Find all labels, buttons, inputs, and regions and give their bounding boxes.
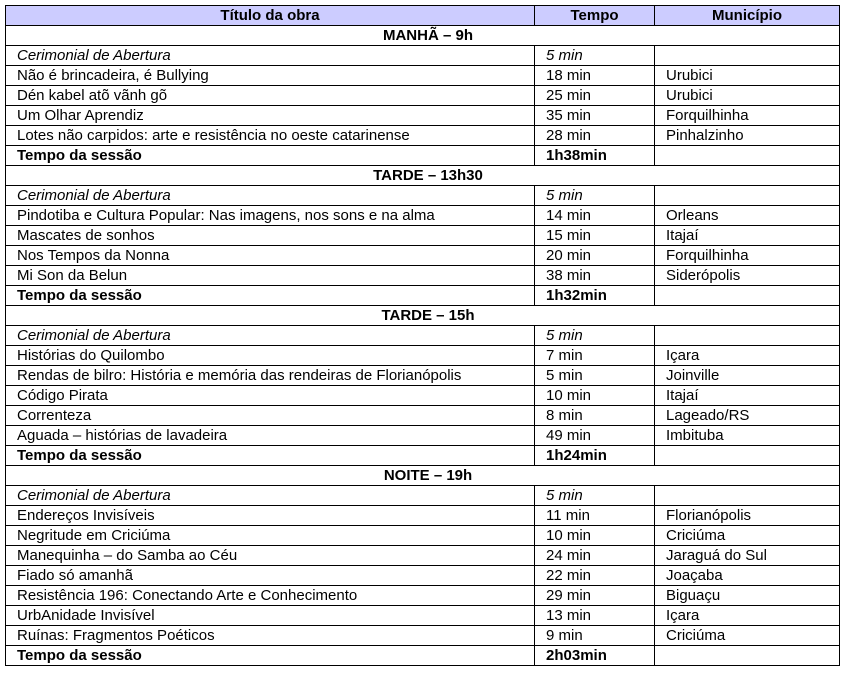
session-heading: TARDE – 15h [6, 306, 840, 326]
film-city: Urubici [655, 86, 840, 106]
header-row [6, 6, 840, 26]
session-heading-row [6, 166, 840, 186]
film-row [6, 586, 840, 606]
session-total-label: Tempo da sessão [6, 286, 535, 306]
film-title: Ruínas: Fragmentos Poéticos [6, 626, 535, 646]
ceremonial-row [6, 186, 840, 206]
film-city: Içara [655, 606, 840, 626]
film-city: Florianópolis [655, 506, 840, 526]
film-title: Histórias do Quilombo [6, 346, 535, 366]
film-title: Código Pirata [6, 386, 535, 406]
film-city: Forquilhinha [655, 106, 840, 126]
film-time: 9 min [535, 626, 655, 646]
session-heading: MANHÃ – 9h [6, 26, 840, 46]
film-city: Itajaí [655, 386, 840, 406]
ceremonial-title: Cerimonial de Abertura [6, 46, 535, 66]
film-city: Itajaí [655, 226, 840, 246]
film-time: 24 min [535, 546, 655, 566]
film-row [6, 546, 840, 566]
session-total-row [6, 446, 840, 466]
film-city: Içara [655, 346, 840, 366]
session-total-time: 1h32min [535, 286, 655, 306]
header-city: Município [655, 6, 840, 26]
session-total-row [6, 286, 840, 306]
film-time: 11 min [535, 506, 655, 526]
film-time: 8 min [535, 406, 655, 426]
film-time: 29 min [535, 586, 655, 606]
film-city: Lageado/RS [655, 406, 840, 426]
session-heading-row [6, 466, 840, 486]
ceremonial-city [655, 186, 840, 206]
film-title: Fiado só amanhã [6, 566, 535, 586]
film-row [6, 206, 840, 226]
ceremonial-time: 5 min [535, 46, 655, 66]
session-total-row [6, 646, 840, 666]
ceremonial-row [6, 46, 840, 66]
session-total-label: Tempo da sessão [6, 146, 535, 166]
film-time: 10 min [535, 386, 655, 406]
film-time: 7 min [535, 346, 655, 366]
film-city: Imbituba [655, 426, 840, 446]
session-total-row [6, 146, 840, 166]
film-row [6, 406, 840, 426]
ceremonial-city [655, 326, 840, 346]
film-time: 25 min [535, 86, 655, 106]
session-heading: NOITE – 19h [6, 466, 840, 486]
film-city: Joaçaba [655, 566, 840, 586]
film-time: 49 min [535, 426, 655, 446]
film-time: 38 min [535, 266, 655, 286]
film-row [6, 626, 840, 646]
film-time: 22 min [535, 566, 655, 586]
film-time: 18 min [535, 66, 655, 86]
session-total-empty [655, 446, 840, 466]
film-title: Aguada – histórias de lavadeira [6, 426, 535, 446]
session-total-time: 1h24min [535, 446, 655, 466]
session-total-time: 2h03min [535, 646, 655, 666]
ceremonial-row [6, 486, 840, 506]
film-city: Siderópolis [655, 266, 840, 286]
film-row [6, 566, 840, 586]
film-time: 35 min [535, 106, 655, 126]
film-row [6, 346, 840, 366]
header-time: Tempo [535, 6, 655, 26]
film-city: Urubici [655, 66, 840, 86]
film-time: 15 min [535, 226, 655, 246]
film-title: Rendas de bilro: História e memória das rendeiras de Florianópolis [6, 366, 535, 386]
session-heading: TARDE – 13h30 [6, 166, 840, 186]
film-row [6, 66, 840, 86]
ceremonial-title: Cerimonial de Abertura [6, 486, 535, 506]
film-time: 5 min [535, 366, 655, 386]
session-heading-row [6, 26, 840, 46]
session-total-label: Tempo da sessão [6, 446, 535, 466]
film-title: Pindotiba e Cultura Popular: Nas imagens, nos sons e na alma [6, 206, 535, 226]
film-title: Não é brincadeira, é Bullying [6, 66, 535, 86]
film-city: Joinville [655, 366, 840, 386]
film-city: Forquilhinha [655, 246, 840, 266]
film-time: 13 min [535, 606, 655, 626]
film-city: Biguaçu [655, 586, 840, 606]
ceremonial-time: 5 min [535, 326, 655, 346]
session-heading-row [6, 306, 840, 326]
film-row [6, 386, 840, 406]
schedule-table [5, 5, 840, 666]
film-title: Lotes não carpidos: arte e resistência no oeste catarinense [6, 126, 535, 146]
film-city: Criciúma [655, 626, 840, 646]
film-title: UrbAnidade Invisível [6, 606, 535, 626]
film-time: 14 min [535, 206, 655, 226]
film-row [6, 246, 840, 266]
film-title: Mascates de sonhos [6, 226, 535, 246]
film-title: Manequinha – do Samba ao Céu [6, 546, 535, 566]
ceremonial-time: 5 min [535, 186, 655, 206]
film-row [6, 226, 840, 246]
session-total-empty [655, 146, 840, 166]
film-time: 10 min [535, 526, 655, 546]
header-title: Título da obra [6, 6, 535, 26]
session-total-empty [655, 286, 840, 306]
film-city: Pinhalzinho [655, 126, 840, 146]
film-row [6, 426, 840, 446]
film-title: Um Olhar Aprendiz [6, 106, 535, 126]
film-title: Negritude em Criciúma [6, 526, 535, 546]
film-row [6, 86, 840, 106]
film-time: 20 min [535, 246, 655, 266]
ceremonial-time: 5 min [535, 486, 655, 506]
ceremonial-row [6, 326, 840, 346]
film-row [6, 366, 840, 386]
film-title: Endereços Invisíveis [6, 506, 535, 526]
film-title: Nos Tempos da Nonna [6, 246, 535, 266]
film-title: Correnteza [6, 406, 535, 426]
session-total-label: Tempo da sessão [6, 646, 535, 666]
session-total-time: 1h38min [535, 146, 655, 166]
film-row [6, 506, 840, 526]
film-row [6, 526, 840, 546]
film-title: Mi Son da Belun [6, 266, 535, 286]
film-city: Jaraguá do Sul [655, 546, 840, 566]
ceremonial-city [655, 486, 840, 506]
film-title: Resistência 196: Conectando Arte e Conhecimento [6, 586, 535, 606]
session-total-empty [655, 646, 840, 666]
ceremonial-title: Cerimonial de Abertura [6, 186, 535, 206]
film-time: 28 min [535, 126, 655, 146]
film-city: Criciúma [655, 526, 840, 546]
film-row [6, 266, 840, 286]
film-city: Orleans [655, 206, 840, 226]
film-row [6, 126, 840, 146]
film-row [6, 106, 840, 126]
film-row [6, 606, 840, 626]
ceremonial-city [655, 46, 840, 66]
ceremonial-title: Cerimonial de Abertura [6, 326, 535, 346]
film-title: Dén kabel atõ vãnh gõ [6, 86, 535, 106]
